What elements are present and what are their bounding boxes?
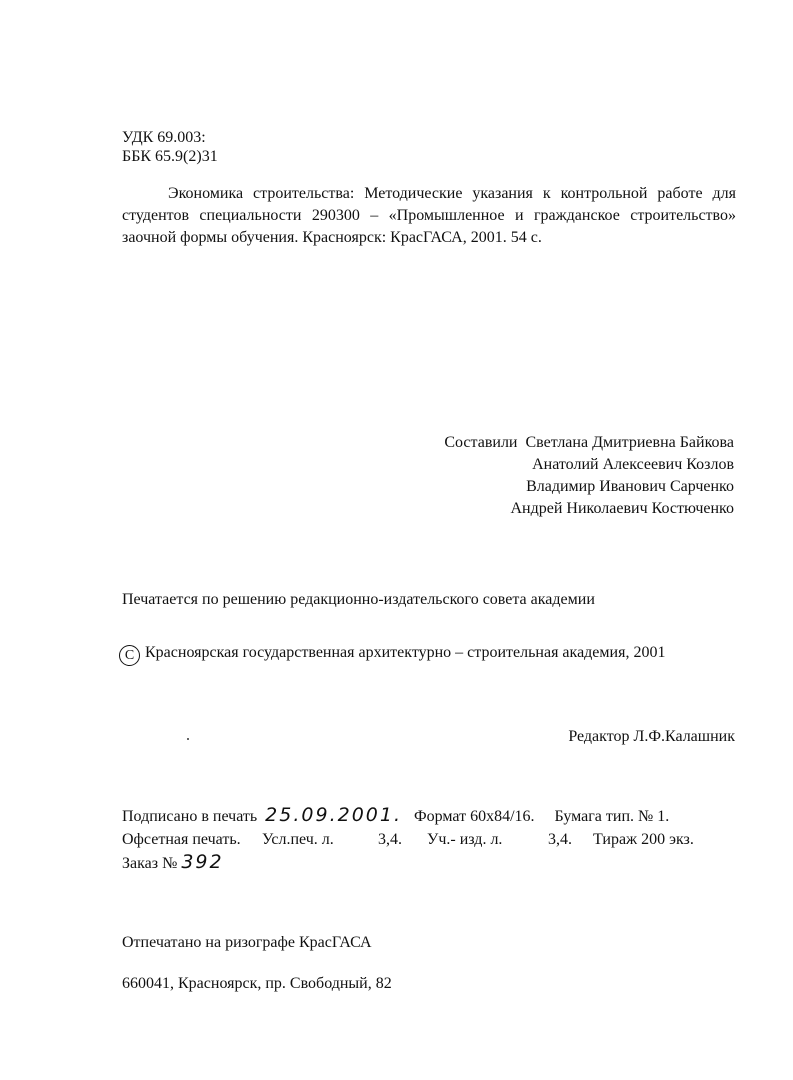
udk-code: УДК 69.003: (122, 129, 206, 146)
format-info: Формат 60х84/16. (414, 808, 535, 825)
address-line: 660041, Красноярск, пр. Свободный, 82 (122, 975, 392, 992)
print-run: Тираж 200 экз. (593, 831, 694, 848)
order-number: 392 (181, 851, 224, 873)
compiler-name: Анатолий Алексеевич Козлов (532, 456, 734, 473)
usl-label: Усл.печ. л. (262, 831, 334, 848)
copyright-text: Красноярская государственная архитектурно – строительная академия, 2001 (145, 644, 666, 661)
copyright-line (119, 643, 665, 666)
usl-value: 3,4. (378, 831, 402, 848)
scan-speck (187, 738, 189, 740)
publish-note: Печатается по решению редакционно-издательского совета академии (122, 591, 595, 608)
compilers-block (444, 432, 734, 520)
bbk-code: ББК 65.9(2)31 (122, 148, 218, 165)
compilers-label: Составили (444, 434, 518, 451)
print-type: Офсетная печать. (122, 831, 241, 848)
order-label: Заказ № (122, 855, 178, 872)
imprint-row-1 (122, 805, 669, 827)
uch-value: 3,4. (548, 831, 572, 848)
bibliographic-description: Экономика строительства: Методические указания к контрольной работе для студентов специальности 290300 – «Промышленное и гражданское строительство» заочной формы обучения. Красноярск: КрасГАСА, 2001. 54 с. (122, 185, 736, 246)
signed-date: 25.09.2001. (265, 804, 402, 826)
editor-line: Редактор Л.Ф.Калашник (568, 728, 735, 745)
order-line (122, 852, 224, 874)
compiler-name: Светлана Дмитриевна Байкова (525, 434, 734, 451)
signed-label: Подписано в печать (122, 808, 258, 825)
compiler-name: Владимир Иванович Сарченко (526, 478, 734, 495)
copyright-icon: С (119, 645, 140, 666)
paper-info: Бумага тип. № 1. (554, 808, 670, 825)
uch-label: Уч.- изд. л. (427, 831, 503, 848)
compiler-row-1 (444, 432, 734, 454)
compiler-name: Андрей Николаевич Костюченко (510, 500, 734, 517)
printed-on: Отпечатано на ризографе КрасГАСА (122, 934, 372, 951)
